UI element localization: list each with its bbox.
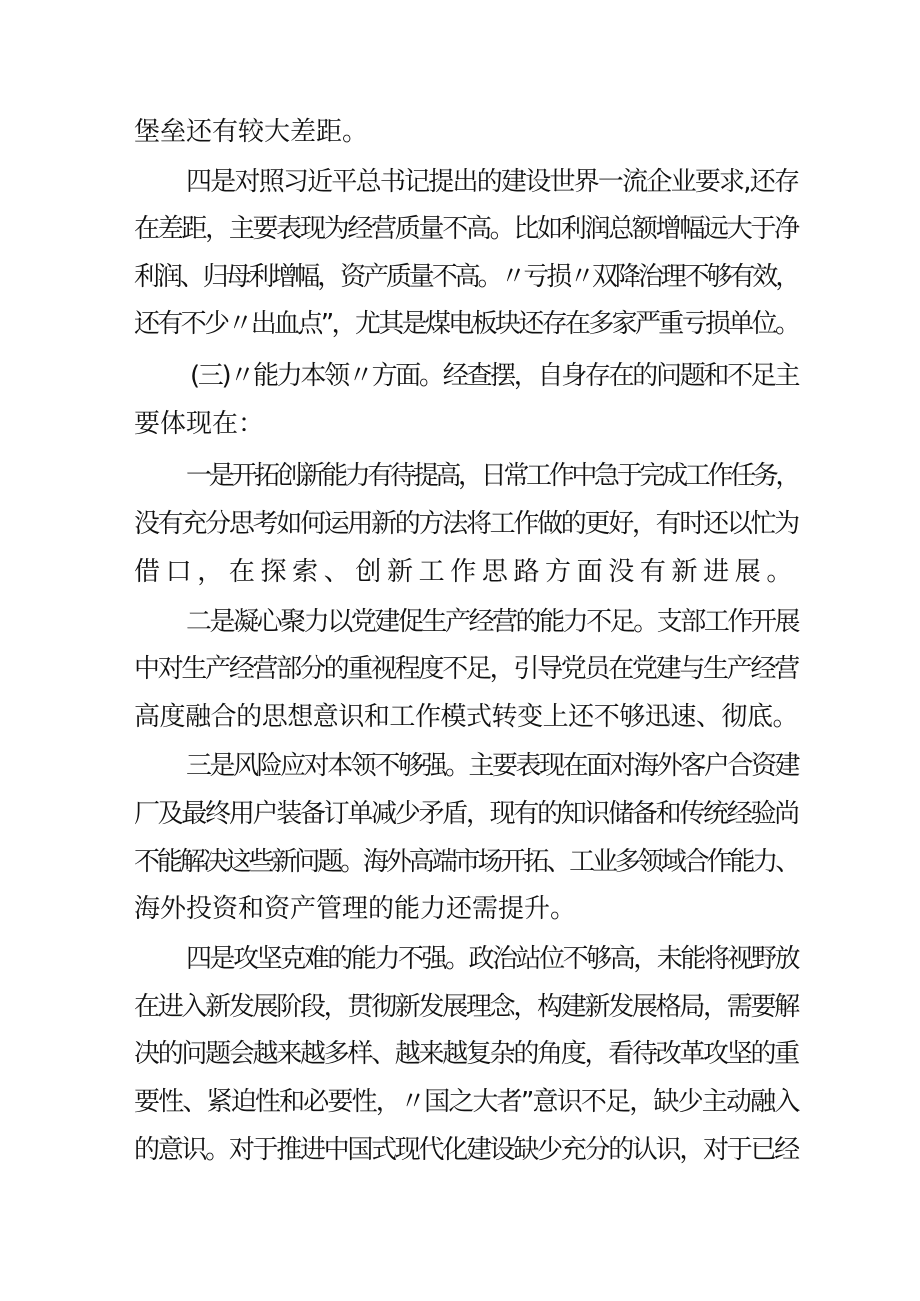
- text-line: 利润、归母利增幅，资产质量不高。〃亏损〃双降治理不够有效，: [134, 262, 799, 292]
- text-line: 中对生产经营部分的重视程度不足，引导党员在党建与生产经营: [134, 654, 798, 684]
- text-line: 在差距，主要表现为经营质量不高。比如利润总额增幅远大于净: [134, 214, 798, 244]
- text-line: 高度融合的思想意识和工作模式转变上还不够迅速、彻底。: [134, 702, 799, 732]
- text-line: 在进入新发展阶段，贯彻新发展理念，构建新发展格局，需要解: [134, 992, 798, 1022]
- text-line: 堡垒还有较大差距。: [134, 117, 369, 147]
- paragraph-first-line: 三是风险应对本领不够强。主要表现在面对海外客户合资建: [186, 751, 799, 781]
- paragraph-first-line: 一是开拓创新能力有待提高，日常工作中急于完成工作任务，: [186, 461, 799, 491]
- paragraph-first-line: 二是凝心聚力以党建促生产经营的能力不足。支部工作开展: [186, 607, 799, 637]
- text-line: 没有充分思考如何运用新的方法将工作做的更好，有时还以忙为: [134, 509, 798, 539]
- text-line: 要性、紧迫性和必要性，〃国之大者”意识不足，缺少主动融入: [134, 1087, 799, 1117]
- section-heading-line: (三)〃能力本领〃方面。经查摆，自身存在的问题和不足主: [190, 361, 799, 391]
- paragraph-first-line: 四是对照习近平总书记提出的建设世界一流企业要求,还存: [186, 167, 799, 197]
- text-line: 不能解决这些新问题。海外高端市场开拓、工业多领域合作能力、: [134, 847, 799, 877]
- text-line: 还有不少〃出血点”，尤其是煤电板块还存在多家严重亏损单位。: [134, 309, 799, 339]
- paragraph-first-line: 四是攻坚克难的能力不强。政治站位不够高，未能将视野放: [186, 944, 799, 974]
- text-line: 厂及最终用户装备订单减少矛盾，现有的知识储备和传统经验尚: [134, 799, 798, 829]
- text-line: 决的问题会越来越多样、越来越复杂的角度，看待改革攻坚的重: [134, 1039, 798, 1069]
- text-line: 的意识。对于推进中国式现代化建设缺少充分的认识，对于已经: [134, 1135, 798, 1165]
- text-line: 借口，在探索、创新工作思路方面没有新进展。: [134, 557, 799, 587]
- text-line: 海外投资和资产管理的能力还需提升。: [134, 894, 577, 924]
- text-line: 要体现在：: [134, 409, 265, 439]
